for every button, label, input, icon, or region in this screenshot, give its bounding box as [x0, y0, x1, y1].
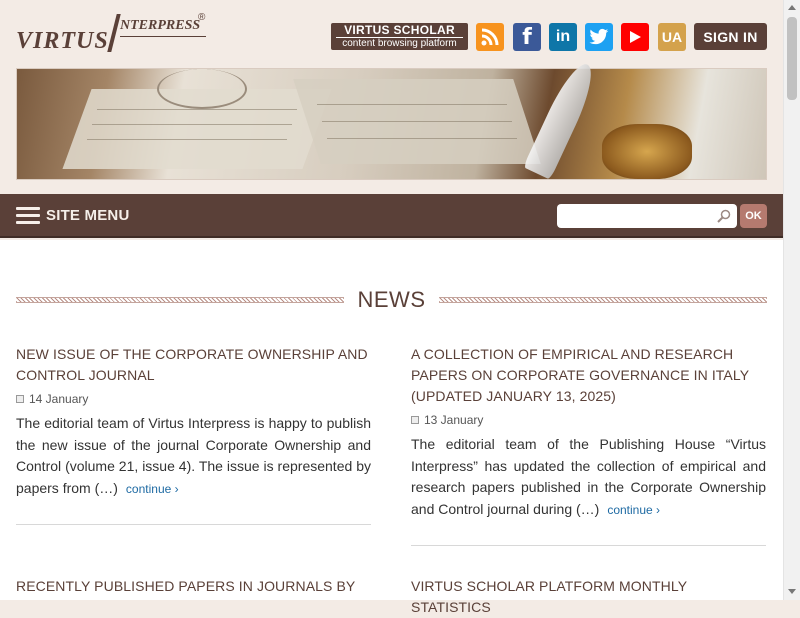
- facebook-icon[interactable]: [513, 23, 541, 51]
- rss-glyph: [480, 27, 500, 47]
- logo-interpress-text: NTERPRESS: [120, 18, 201, 33]
- news-article: [16, 344, 371, 525]
- article-date: [411, 411, 766, 429]
- hamburger-menu-icon[interactable]: [16, 207, 40, 225]
- virtus-scholar-button[interactable]: [331, 23, 468, 50]
- news-article: [411, 576, 766, 618]
- logo-virtus-text: VIRTUS: [16, 28, 109, 54]
- site-nav-bar: [0, 194, 783, 238]
- banner-script-line: [317, 104, 507, 105]
- news-heading: NEWS: [357, 287, 426, 312]
- linkedin-glyph: in: [555, 28, 571, 45]
- article-excerpt-text: The editorial team of the Publishing House “Virtus Interpress” has updated the collection of empirical and research papers published in the Corporate Ownership and Control journal during (…): [411, 436, 766, 517]
- search-input[interactable]: [557, 204, 737, 228]
- article-title-link[interactable]: VIRTUS SCHOLAR PLATFORM MONTHLY STATISTICS: [411, 578, 687, 615]
- scholar-subtitle: content browsing platform: [336, 37, 463, 49]
- banner-quill: [523, 58, 601, 179]
- banner-script-line: [97, 109, 297, 110]
- article-date-text: 13 January: [424, 413, 484, 427]
- site-menu-button[interactable]: SITE MENU: [46, 207, 130, 224]
- article-excerpt: [16, 413, 371, 500]
- news-divider-left: [16, 297, 344, 303]
- article-excerpt-text: The editorial team of Virtus Interpress is happy to publish the new issue of the journal Corporate Ownership and Control (volume 21, issue 4). The issue is represented by papers from (…): [16, 415, 371, 496]
- rss-icon[interactable]: [476, 23, 504, 51]
- linkedin-icon[interactable]: [549, 23, 577, 51]
- scroll-up-arrow-icon[interactable]: [788, 5, 796, 10]
- main-content: [0, 240, 783, 615]
- banner-script-line: [327, 138, 517, 139]
- news-divider-right: [439, 297, 767, 303]
- youtube-play-glyph: [628, 30, 642, 44]
- article-separator: [16, 524, 371, 525]
- logo-registered-mark: ®: [198, 12, 206, 23]
- calendar-icon: [411, 416, 419, 424]
- article-title-link[interactable]: RECENTLY PUBLISHED PAPERS IN JOURNALS BY: [16, 578, 356, 594]
- banner-script-line: [87, 139, 287, 140]
- banner-script-line: [92, 124, 292, 125]
- page-scrollbar[interactable]: [783, 0, 800, 600]
- article-date: [16, 390, 371, 408]
- facebook-glyph: f: [522, 24, 532, 50]
- banner-script-line: [322, 121, 512, 122]
- article-date-text: 14 January: [29, 392, 89, 406]
- news-section-header: [16, 288, 767, 312]
- continue-link[interactable]: continue ›: [607, 502, 661, 517]
- search-icon[interactable]: [717, 209, 731, 223]
- site-header: [0, 0, 783, 194]
- logo-underline: [120, 36, 206, 37]
- twitter-bird-glyph: [589, 28, 609, 46]
- news-article: [411, 344, 766, 546]
- article-excerpt: [411, 434, 766, 521]
- ua-language-button[interactable]: UA: [658, 23, 686, 51]
- banner-inkwell: [602, 124, 692, 179]
- scholar-title: VIRTUS SCHOLAR: [344, 23, 455, 37]
- article-title-link[interactable]: A COLLECTION OF EMPIRICAL AND RESEARCH PAPERS ON CORPORATE GOVERNANCE IN ITALY (UPDATED JANUARY 13, 2025): [411, 346, 749, 404]
- youtube-icon[interactable]: [621, 23, 649, 51]
- article-title-link[interactable]: NEW ISSUE OF THE CORPORATE OWNERSHIP AND CONTROL JOURNAL: [16, 346, 368, 383]
- logo-i-stroke: [107, 14, 120, 52]
- search-ok-button[interactable]: OK: [740, 204, 767, 228]
- sign-in-button[interactable]: SIGN IN: [694, 23, 767, 50]
- twitter-icon[interactable]: [585, 23, 613, 51]
- scrollbar-thumb[interactable]: [787, 17, 797, 100]
- article-separator: [411, 545, 766, 546]
- continue-link[interactable]: continue ›: [125, 481, 179, 496]
- news-article: [16, 576, 371, 597]
- calendar-icon: [16, 395, 24, 403]
- scroll-down-arrow-icon[interactable]: [788, 589, 796, 594]
- banner-glasses: [157, 69, 247, 109]
- header-banner-image: [16, 68, 767, 180]
- virtus-interpress-logo[interactable]: [16, 12, 216, 54]
